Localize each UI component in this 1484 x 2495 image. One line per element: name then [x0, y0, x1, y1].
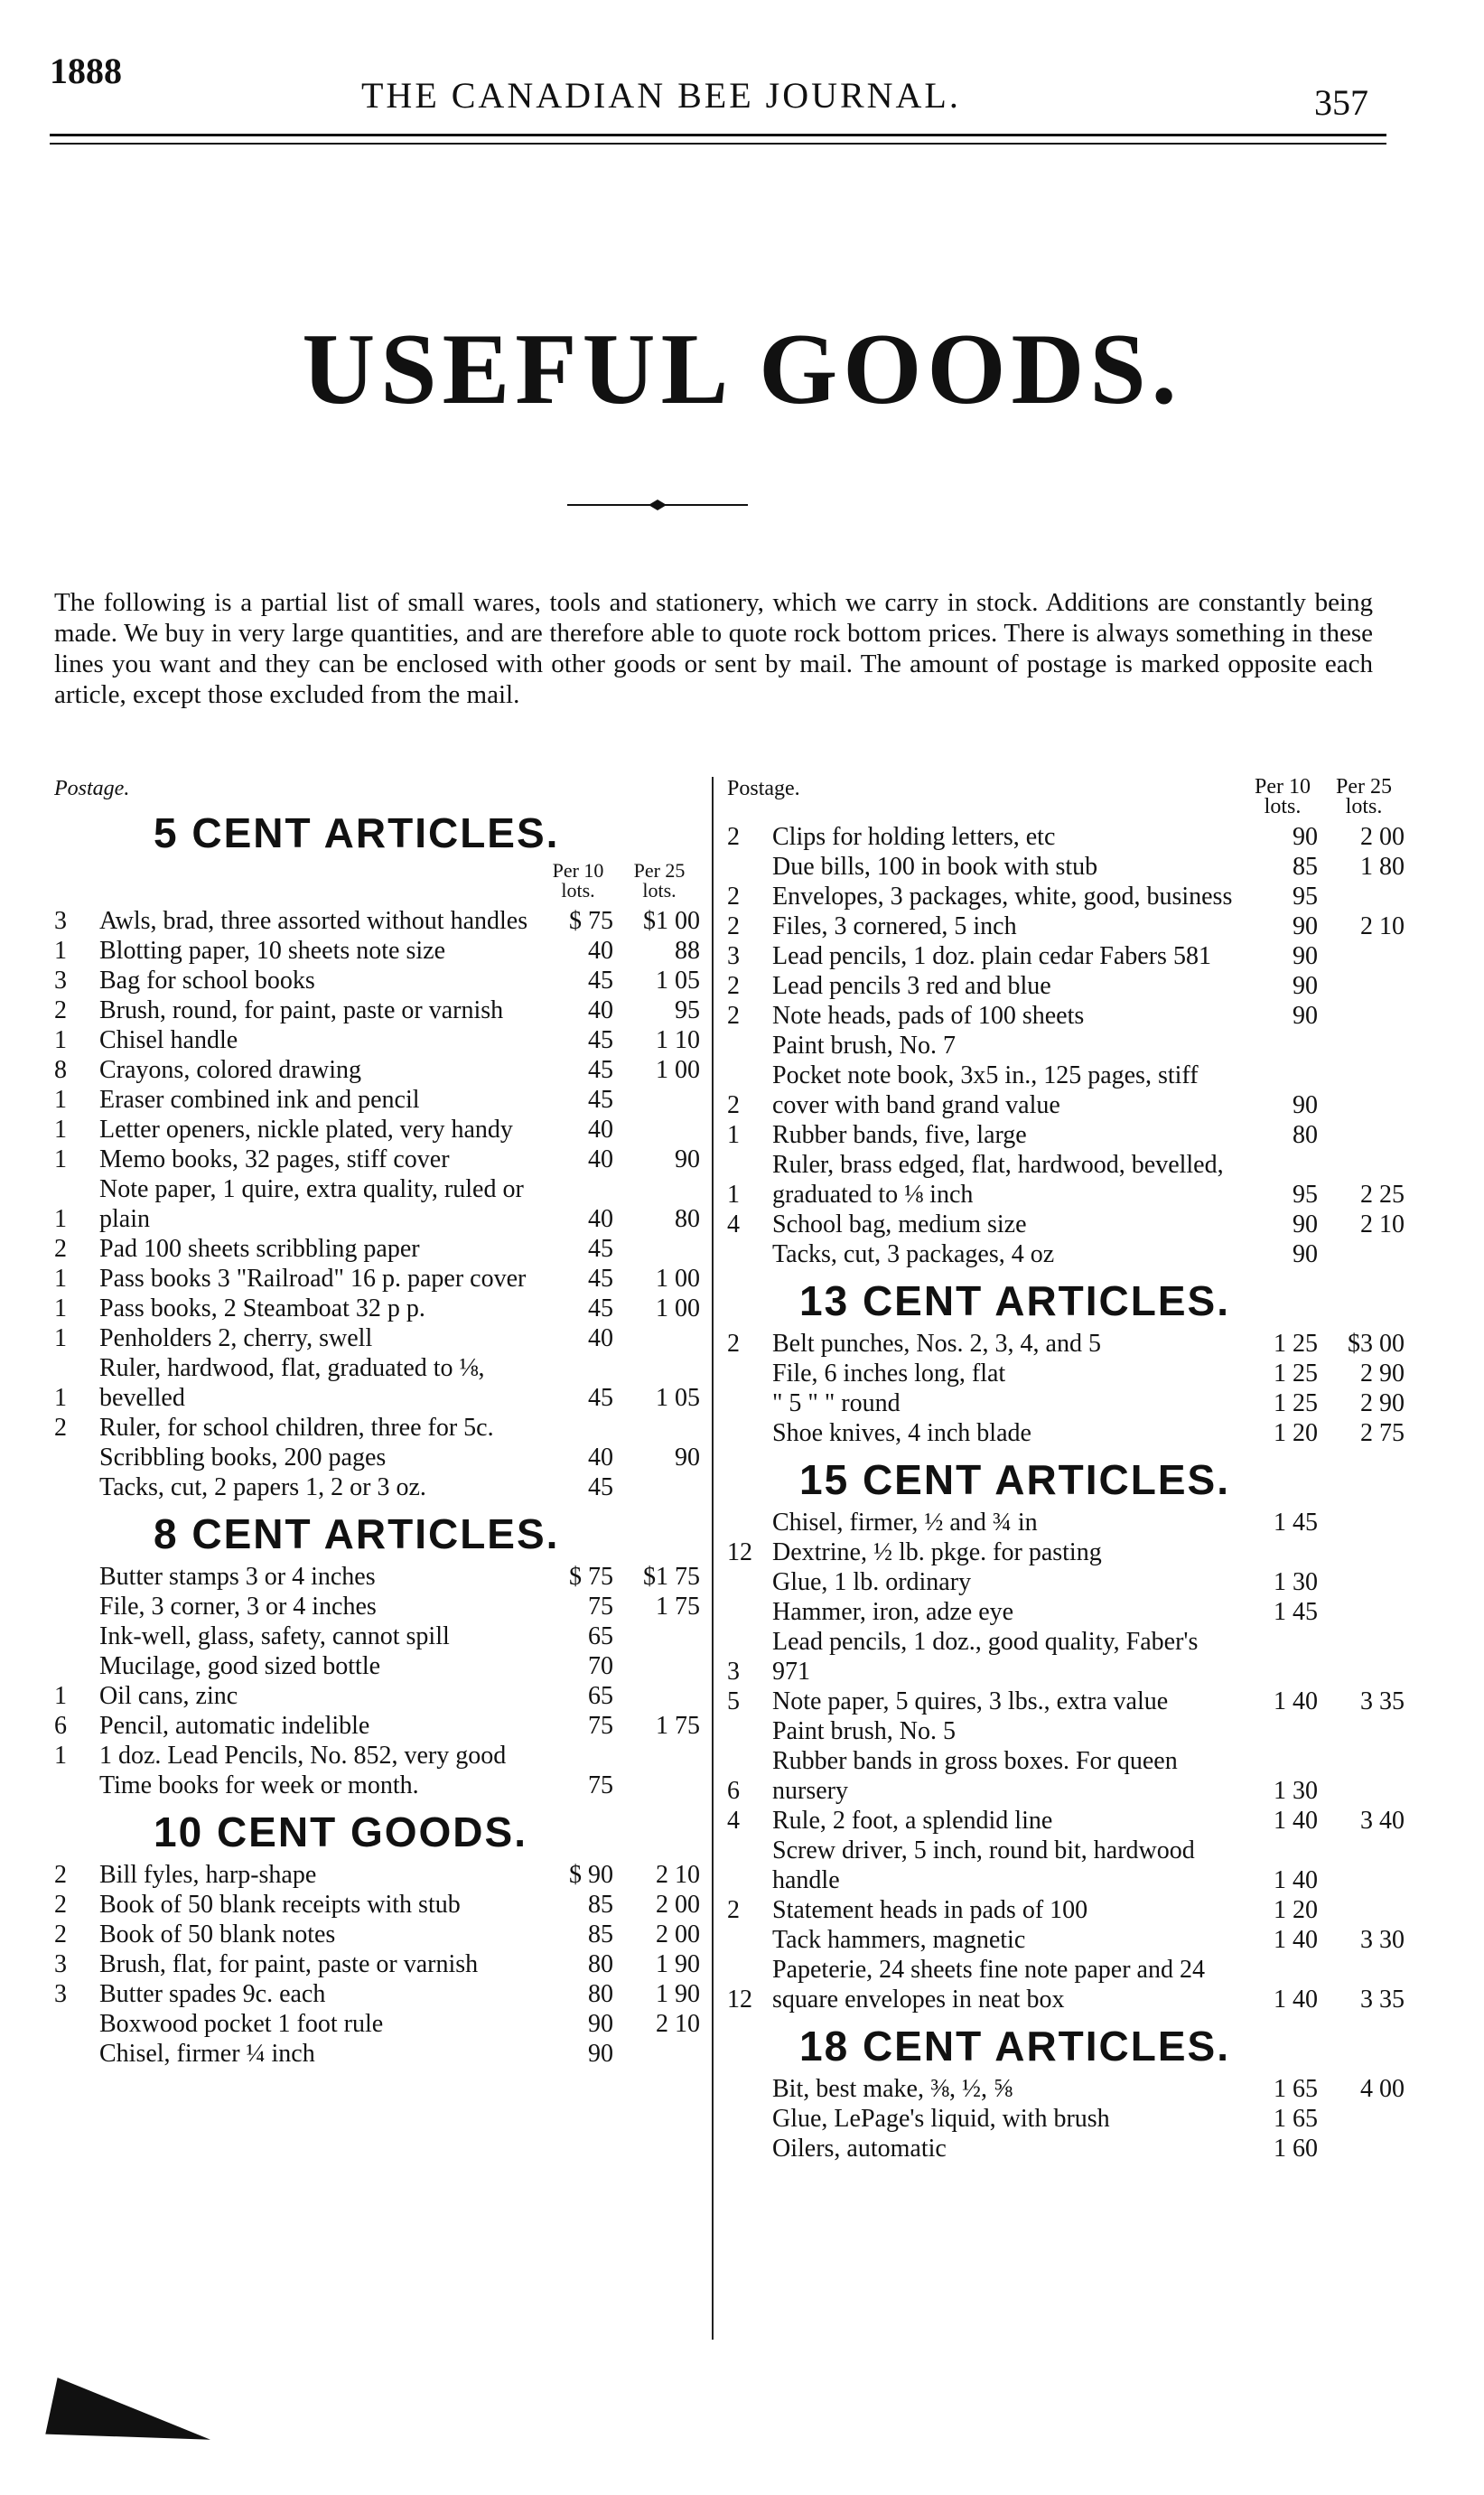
list-item — [727, 971, 1405, 1001]
item-price-per-25: 2 10 — [656, 1861, 700, 1889]
item-price-per-25: 2 00 — [656, 1891, 700, 1919]
item-price-per-10: 90 — [1293, 942, 1318, 970]
list-item — [54, 1264, 700, 1294]
list-item — [54, 1294, 700, 1323]
item-price-per-10: 95 — [1293, 883, 1318, 911]
list-item — [727, 1061, 1405, 1120]
list-item — [54, 1979, 700, 2009]
item-description: Ruler, for school children, three for 5c. — [99, 1414, 494, 1442]
postage-label: Postage. — [54, 777, 130, 800]
item-description: Hammer, iron, adze eye — [772, 1598, 1014, 1626]
column-header: Per 25 lots. — [633, 859, 686, 902]
list-item — [54, 1920, 700, 1949]
item-price-per-10: 1 30 — [1274, 1568, 1318, 1596]
item-postage: 12 — [727, 1986, 752, 2014]
item-description: File, 6 inches long, flat — [772, 1360, 1006, 1388]
item-price-per-10: 90 — [1293, 823, 1318, 851]
list-item — [727, 1716, 1405, 1746]
item-price-per-25: 3 40 — [1360, 1807, 1405, 1835]
item-postage: 1 — [54, 1205, 67, 1233]
item-description: Oilers, automatic — [772, 2135, 947, 2163]
item-description: Book of 50 blank notes — [99, 1920, 336, 1948]
item-postage: 1 — [54, 1265, 67, 1293]
item-postage: 1 — [54, 1116, 67, 1144]
item-price-per-10: 1 25 — [1274, 1330, 1318, 1358]
section-heading: 18 CENT ARTICLES. — [799, 2023, 1231, 2070]
item-postage: 3 — [54, 1950, 67, 1978]
item-description: Lead pencils, 1 doz., good quality, Faber's 971 — [772, 1628, 1199, 1686]
list-item — [727, 1836, 1405, 1895]
item-description: Envelopes, 3 packages, white, good, business — [772, 883, 1233, 911]
list-item — [54, 1323, 700, 1353]
list-item — [54, 1025, 700, 1055]
list-item — [727, 1955, 1405, 2014]
item-price-per-25: 2 75 — [1360, 1419, 1405, 1447]
item-price-per-10: 85 — [588, 1891, 613, 1919]
item-price-per-10: 45 — [588, 1473, 613, 1501]
item-price-per-10: 1 65 — [1274, 2105, 1318, 2133]
item-description: Eraser combined ink and pencil — [99, 1086, 420, 1114]
item-price-per-10: $ 75 — [569, 1563, 613, 1591]
list-item — [54, 1353, 700, 1413]
item-price-per-10: 45 — [588, 1056, 613, 1084]
item-description: Belt punches, Nos. 2, 3, 4, and 5 — [772, 1330, 1101, 1358]
item-description: Boxwood pocket 1 foot rule — [99, 2010, 384, 2038]
item-price-per-10: 1 40 — [1274, 1687, 1318, 1715]
item-price-per-25: 3 35 — [1360, 1687, 1405, 1715]
item-price-per-10: 40 — [588, 1116, 613, 1144]
item-description: Pocket note book, 3x5 in., 125 pages, stiff cover with band grand value — [772, 1061, 1199, 1119]
item-price-per-25: 2 00 — [656, 1920, 700, 1948]
item-postage: 3 — [54, 1980, 67, 2008]
item-description: Tacks, cut, 3 packages, 4 oz — [772, 1240, 1055, 1268]
item-price-per-25: 3 35 — [1360, 1986, 1405, 2014]
list-item — [54, 966, 700, 995]
item-price-per-10: 1 40 — [1274, 1807, 1318, 1835]
item-postage: 1 — [54, 1324, 67, 1352]
item-postage: 1 — [727, 1181, 740, 1209]
item-price-per-25: 1 75 — [656, 1593, 700, 1621]
item-price-per-10: 45 — [588, 1294, 613, 1322]
item-description: Memo books, 32 pages, stiff cover — [99, 1145, 450, 1173]
list-item — [727, 1687, 1405, 1716]
item-price-per-10: 75 — [588, 1771, 613, 1799]
list-item — [54, 1234, 700, 1264]
item-postage: 2 — [727, 1091, 740, 1119]
column-headers — [54, 861, 700, 901]
item-description: Statement heads in pads of 100 — [772, 1896, 1088, 1924]
item-price-per-25: $3 00 — [1348, 1330, 1405, 1358]
item-postage: 3 — [54, 967, 67, 995]
list-item — [727, 852, 1405, 882]
item-price-per-25: 1 10 — [656, 1026, 700, 1054]
item-price-per-10: 70 — [588, 1652, 613, 1680]
item-price-per-25: 3 30 — [1360, 1926, 1405, 1954]
item-postage: 3 — [727, 1658, 740, 1686]
list-item — [727, 2104, 1405, 2134]
list-item — [54, 995, 700, 1025]
item-price-per-25: 1 90 — [656, 1980, 700, 2008]
list-item — [54, 1562, 700, 1592]
item-description: Shoe knives, 4 inch blade — [772, 1419, 1031, 1447]
item-price-per-10: 85 — [588, 1920, 613, 1948]
item-price-per-25: 4 00 — [1360, 2075, 1405, 2103]
item-description: Pad 100 sheets scribbling paper — [99, 1235, 420, 1263]
item-description: Brush, round, for paint, paste or varnish — [99, 996, 504, 1024]
list-item — [727, 1120, 1405, 1150]
item-description: Screw driver, 5 inch, round bit, hardwood handle — [772, 1836, 1195, 1894]
item-price-per-10: 1 65 — [1274, 2075, 1318, 2103]
list-item — [727, 1359, 1405, 1388]
list-item — [54, 1741, 700, 1771]
item-price-per-10: 45 — [588, 967, 613, 995]
intro-text: The following is a partial list of small wares, tools and stationery, which we carry in stock. Additions are constantly being made. We buy in very large quantities, and are therefore able to quote rock bottom prices. There is always something in these lines you want and they can be enclosed with other goods or sent by mail. The amount of postage is marked opposite each article, except those excluded from the mail. — [54, 588, 1373, 709]
list-item — [54, 1711, 700, 1741]
list-item — [727, 822, 1405, 852]
list-item — [54, 1115, 700, 1145]
item-price-per-10: 1 45 — [1274, 1509, 1318, 1537]
item-postage: 1 — [54, 1145, 67, 1173]
item-price-per-25: 1 05 — [656, 967, 700, 995]
list-item — [727, 1537, 1405, 1567]
item-description: Bag for school books — [99, 967, 315, 995]
item-price-per-10: 45 — [588, 1086, 613, 1114]
item-description: Due bills, 100 in book with stub — [772, 853, 1098, 881]
item-description: Rubber bands, five, large — [772, 1121, 1027, 1149]
list-item — [727, 2134, 1405, 2163]
item-price-per-25: 1 90 — [656, 1950, 700, 1978]
item-description: Note paper, 5 quires, 3 lbs., extra value — [772, 1687, 1169, 1715]
item-description: School bag, medium size — [772, 1210, 1027, 1238]
item-description: Butter spades 9c. each — [99, 1980, 326, 2008]
item-price-per-10: $ 90 — [569, 1861, 613, 1889]
item-price-per-25: 2 10 — [1360, 1210, 1405, 1238]
item-postage: 1 — [54, 1026, 67, 1054]
list-item — [54, 1681, 700, 1711]
item-postage: 2 — [54, 1920, 67, 1948]
item-price-per-25: 2 10 — [656, 2010, 700, 2038]
item-description: Chisel, firmer, ½ and ¾ in — [772, 1509, 1038, 1537]
item-price-per-10: 90 — [588, 2040, 613, 2068]
list-item — [727, 1239, 1405, 1269]
item-price-per-10: 45 — [588, 1384, 613, 1412]
list-item — [727, 1418, 1405, 1448]
ornament-divider — [567, 500, 748, 510]
item-description: Mucilage, good sized bottle — [99, 1652, 381, 1680]
item-postage: 2 — [727, 1330, 740, 1358]
item-postage: 2 — [54, 1861, 67, 1889]
column-divider — [712, 777, 714, 2340]
list-item — [727, 1388, 1405, 1418]
item-description: Chisel handle — [99, 1026, 238, 1054]
item-price-per-10: 1 40 — [1274, 1926, 1318, 1954]
item-price-per-25: 1 00 — [656, 1294, 700, 1322]
item-description: Ink-well, glass, safety, cannot spill — [99, 1622, 450, 1650]
item-description: Glue, LePage's liquid, with brush — [772, 2105, 1110, 2133]
list-item — [54, 2039, 700, 2069]
item-description: Book of 50 blank receipts with stub — [99, 1891, 461, 1919]
intro-paragraph — [54, 587, 1373, 710]
right-column — [727, 777, 1405, 2163]
item-description: Letter openers, nickle plated, very handy — [99, 1116, 513, 1144]
item-price-per-10: 80 — [1293, 1121, 1318, 1149]
list-item — [54, 1651, 700, 1681]
list-item — [54, 1085, 700, 1115]
item-description: Ruler, hardwood, flat, graduated to ⅛, bevelled — [99, 1354, 485, 1412]
item-price-per-10: 40 — [588, 1444, 613, 1472]
item-price-per-10: 45 — [588, 1235, 613, 1263]
item-price-per-25: 80 — [675, 1205, 700, 1233]
item-description: Bit, best make, ⅜, ½, ⅝ — [772, 2075, 1013, 2103]
list-item — [727, 1895, 1405, 1925]
item-description: Brush, flat, for paint, paste or varnish — [99, 1950, 479, 1978]
item-postage: 1 — [54, 1384, 67, 1412]
item-description: Rubber bands in gross boxes. For queen nursery — [772, 1747, 1178, 1805]
item-price-per-25: 90 — [675, 1444, 700, 1472]
item-price-per-10: $ 75 — [569, 907, 613, 935]
list-item — [727, 941, 1405, 971]
item-price-per-25: 2 25 — [1360, 1181, 1405, 1209]
item-price-per-10: 95 — [1293, 1181, 1318, 1209]
item-postage: 2 — [727, 1896, 740, 1924]
item-postage: 2 — [727, 912, 740, 940]
item-price-per-10: 1 20 — [1274, 1896, 1318, 1924]
list-item — [727, 1925, 1405, 1955]
item-description: Awls, brad, three assorted without handles — [99, 907, 528, 935]
item-description: Glue, 1 lb. ordinary — [772, 1568, 972, 1596]
item-description: Oil cans, zinc — [99, 1682, 238, 1710]
item-postage: 2 — [54, 996, 67, 1024]
item-description: " 5 " " round — [772, 1389, 901, 1417]
item-postage: 6 — [54, 1712, 67, 1740]
item-postage: 2 — [54, 1891, 67, 1919]
item-postage: 1 — [54, 937, 67, 965]
right-column-header — [727, 777, 1405, 817]
list-item — [727, 1627, 1405, 1687]
list-item — [54, 1443, 700, 1472]
item-postage: 6 — [727, 1777, 740, 1805]
item-description: Files, 3 cornered, 5 inch — [772, 912, 1017, 940]
item-postage: 12 — [727, 1538, 752, 1566]
item-price-per-10: 1 30 — [1274, 1777, 1318, 1805]
item-price-per-10: 40 — [588, 996, 613, 1024]
item-price-per-10: 65 — [588, 1682, 613, 1710]
item-price-per-25: 1 00 — [656, 1265, 700, 1293]
item-price-per-10: 75 — [588, 1593, 613, 1621]
item-price-per-10: 90 — [1293, 1091, 1318, 1119]
item-postage: 2 — [54, 1414, 67, 1442]
header-rule — [50, 134, 1386, 136]
item-description: Pass books 3 "Railroad" 16 p. paper cover — [99, 1265, 527, 1293]
item-price-per-10: 40 — [588, 937, 613, 965]
item-description: Pass books, 2 Steamboat 32 p p. — [99, 1294, 425, 1322]
section-heading: 15 CENT ARTICLES. — [799, 1456, 1231, 1503]
item-price-per-25: 1 80 — [1360, 853, 1405, 881]
item-description: Time books for week or month. — [99, 1771, 419, 1799]
list-item — [54, 1771, 700, 1800]
main-title: USEFUL GOODS. — [302, 313, 1182, 425]
item-price-per-10: 90 — [1293, 912, 1318, 940]
item-price-per-25: 1 05 — [656, 1384, 700, 1412]
list-item — [727, 911, 1405, 941]
item-postage: 1 — [54, 1294, 67, 1322]
item-price-per-10: 75 — [588, 1712, 613, 1740]
list-item — [727, 1210, 1405, 1239]
list-item — [54, 1949, 700, 1979]
item-postage: 3 — [727, 942, 740, 970]
item-price-per-10: 80 — [588, 1980, 613, 2008]
item-price-per-25: 2 90 — [1360, 1360, 1405, 1388]
item-postage: 8 — [54, 1056, 67, 1084]
list-item — [727, 1508, 1405, 1537]
item-price-per-10: 1 60 — [1274, 2135, 1318, 2163]
item-price-per-25: 1 75 — [656, 1712, 700, 1740]
item-price-per-25: $1 75 — [643, 1563, 700, 1591]
item-description: Lead pencils, 1 doz. plain cedar Fabers 581 — [772, 942, 1211, 970]
col-per-25: Per 25 lots. — [1336, 775, 1392, 818]
header-rule-thin — [50, 143, 1386, 145]
item-price-per-10: 90 — [1293, 1002, 1318, 1030]
list-item — [727, 1001, 1405, 1031]
item-price-per-10: 85 — [1293, 853, 1318, 881]
item-description: Note heads, pads of 100 sheets — [772, 1002, 1085, 1030]
item-description: Tacks, cut, 2 papers 1, 2 or 3 oz. — [99, 1473, 426, 1501]
header-title: THE CANADIAN BEE JOURNAL. — [361, 75, 961, 116]
item-price-per-25: 1 00 — [656, 1056, 700, 1084]
item-price-per-25: 88 — [675, 937, 700, 965]
item-description: Penholders 2, cherry, swell — [99, 1324, 373, 1352]
list-item — [727, 1597, 1405, 1627]
item-price-per-10: 1 20 — [1274, 1419, 1318, 1447]
item-description: Chisel, firmer ¼ inch — [99, 2040, 315, 2068]
column-header: Per 10 lots. — [552, 859, 604, 902]
list-item — [727, 1031, 1405, 1061]
list-item — [727, 2074, 1405, 2104]
list-item — [727, 1329, 1405, 1359]
list-item — [54, 1860, 700, 1890]
item-price-per-10: 40 — [588, 1145, 613, 1173]
item-description: Bill fyles, harp-shape — [99, 1861, 317, 1889]
item-postage: 4 — [727, 1210, 740, 1238]
item-postage: 2 — [727, 972, 740, 1000]
item-price-per-10: 1 40 — [1274, 1986, 1318, 2014]
item-price-per-10: 45 — [588, 1026, 613, 1054]
item-price-per-10: 1 40 — [1274, 1866, 1318, 1894]
item-price-per-25: 95 — [675, 996, 700, 1024]
list-item — [54, 1145, 700, 1174]
list-item — [54, 2009, 700, 2039]
item-description: Rule, 2 foot, a splendid line — [772, 1807, 1053, 1835]
item-price-per-10: 65 — [588, 1622, 613, 1650]
item-description: File, 3 corner, 3 or 4 inches — [99, 1593, 377, 1621]
section-heading: 8 CENT ARTICLES. — [154, 1510, 560, 1557]
item-postage: 1 — [54, 1742, 67, 1770]
page-corner-wedge — [45, 2378, 216, 2468]
item-price-per-25: 2 10 — [1360, 912, 1405, 940]
item-price-per-10: 90 — [1293, 1240, 1318, 1268]
item-postage: 3 — [54, 907, 67, 935]
item-price-per-10: 90 — [1293, 972, 1318, 1000]
col-per-10: Per 10 lots. — [1255, 775, 1311, 818]
item-price-per-10: 45 — [588, 1265, 613, 1293]
item-description: Clips for holding letters, etc — [772, 823, 1056, 851]
item-description: 1 doz. Lead Pencils, No. 852, very good — [99, 1742, 507, 1770]
section-heading: 10 CENT GOODS. — [154, 1808, 527, 1855]
item-price-per-10: 40 — [588, 1205, 613, 1233]
item-description: Pencil, automatic indelible — [99, 1712, 370, 1740]
list-item — [54, 936, 700, 966]
header-page-number: 357 — [1314, 82, 1368, 123]
section-heading: 5 CENT ARTICLES. — [154, 809, 560, 856]
item-postage: 2 — [54, 1235, 67, 1263]
list-item — [54, 1174, 700, 1234]
item-postage: 1 — [54, 1086, 67, 1114]
list-item — [54, 1621, 700, 1651]
item-price-per-10: 1 25 — [1274, 1360, 1318, 1388]
item-price-per-25: 90 — [675, 1145, 700, 1173]
item-postage: 4 — [727, 1807, 740, 1835]
list-item — [727, 882, 1405, 911]
item-description: Scribbling books, 200 pages — [99, 1444, 387, 1472]
item-description: Dextrine, ½ lb. pkge. for pasting — [772, 1538, 1102, 1566]
item-description: Paint brush, No. 5 — [772, 1717, 956, 1745]
list-item — [54, 1472, 700, 1502]
item-description: Tack hammers, magnetic — [772, 1926, 1026, 1954]
item-price-per-25: 2 90 — [1360, 1389, 1405, 1417]
item-price-per-10: 80 — [588, 1950, 613, 1978]
item-postage: 5 — [727, 1687, 740, 1715]
list-item — [727, 1150, 1405, 1210]
item-postage: 1 — [54, 1682, 67, 1710]
item-price-per-10: 90 — [588, 2010, 613, 2038]
item-description: Paint brush, No. 7 — [772, 1032, 956, 1060]
list-item — [54, 1890, 700, 1920]
item-description: Crayons, colored drawing — [99, 1056, 362, 1084]
item-postage: 2 — [727, 1002, 740, 1030]
item-price-per-10: 90 — [1293, 1210, 1318, 1238]
list-item — [54, 1413, 700, 1443]
item-price-per-10: 1 45 — [1274, 1598, 1318, 1626]
section-heading: 13 CENT ARTICLES. — [799, 1277, 1231, 1324]
item-description: Butter stamps 3 or 4 inches — [99, 1563, 376, 1591]
item-price-per-10: 1 25 — [1274, 1389, 1318, 1417]
item-description: Blotting paper, 10 sheets note size — [99, 937, 446, 965]
item-description: Ruler, brass edged, flat, hardwood, bevelled, graduated to ⅛ inch — [772, 1151, 1224, 1209]
list-item — [727, 1806, 1405, 1836]
item-description: Lead pencils 3 red and blue — [772, 972, 1051, 1000]
item-price-per-10: 40 — [588, 1324, 613, 1352]
list-item — [727, 1746, 1405, 1806]
item-description: Papeterie, 24 sheets fine note paper and 24 square envelopes in neat box — [772, 1956, 1205, 2014]
item-postage: 1 — [727, 1121, 740, 1149]
header-year: 1888 — [50, 51, 122, 91]
list-item — [54, 906, 700, 936]
list-item — [727, 1567, 1405, 1597]
item-price-per-25: 2 00 — [1360, 823, 1405, 851]
item-description: Note paper, 1 quire, extra quality, ruled or plain — [99, 1175, 524, 1233]
postage-label: Postage. — [727, 777, 800, 800]
list-item — [54, 1592, 700, 1621]
left-column — [54, 777, 700, 2069]
item-postage: 2 — [727, 883, 740, 911]
item-price-per-25: $1 00 — [643, 907, 700, 935]
item-postage: 2 — [727, 823, 740, 851]
list-item — [54, 1055, 700, 1085]
